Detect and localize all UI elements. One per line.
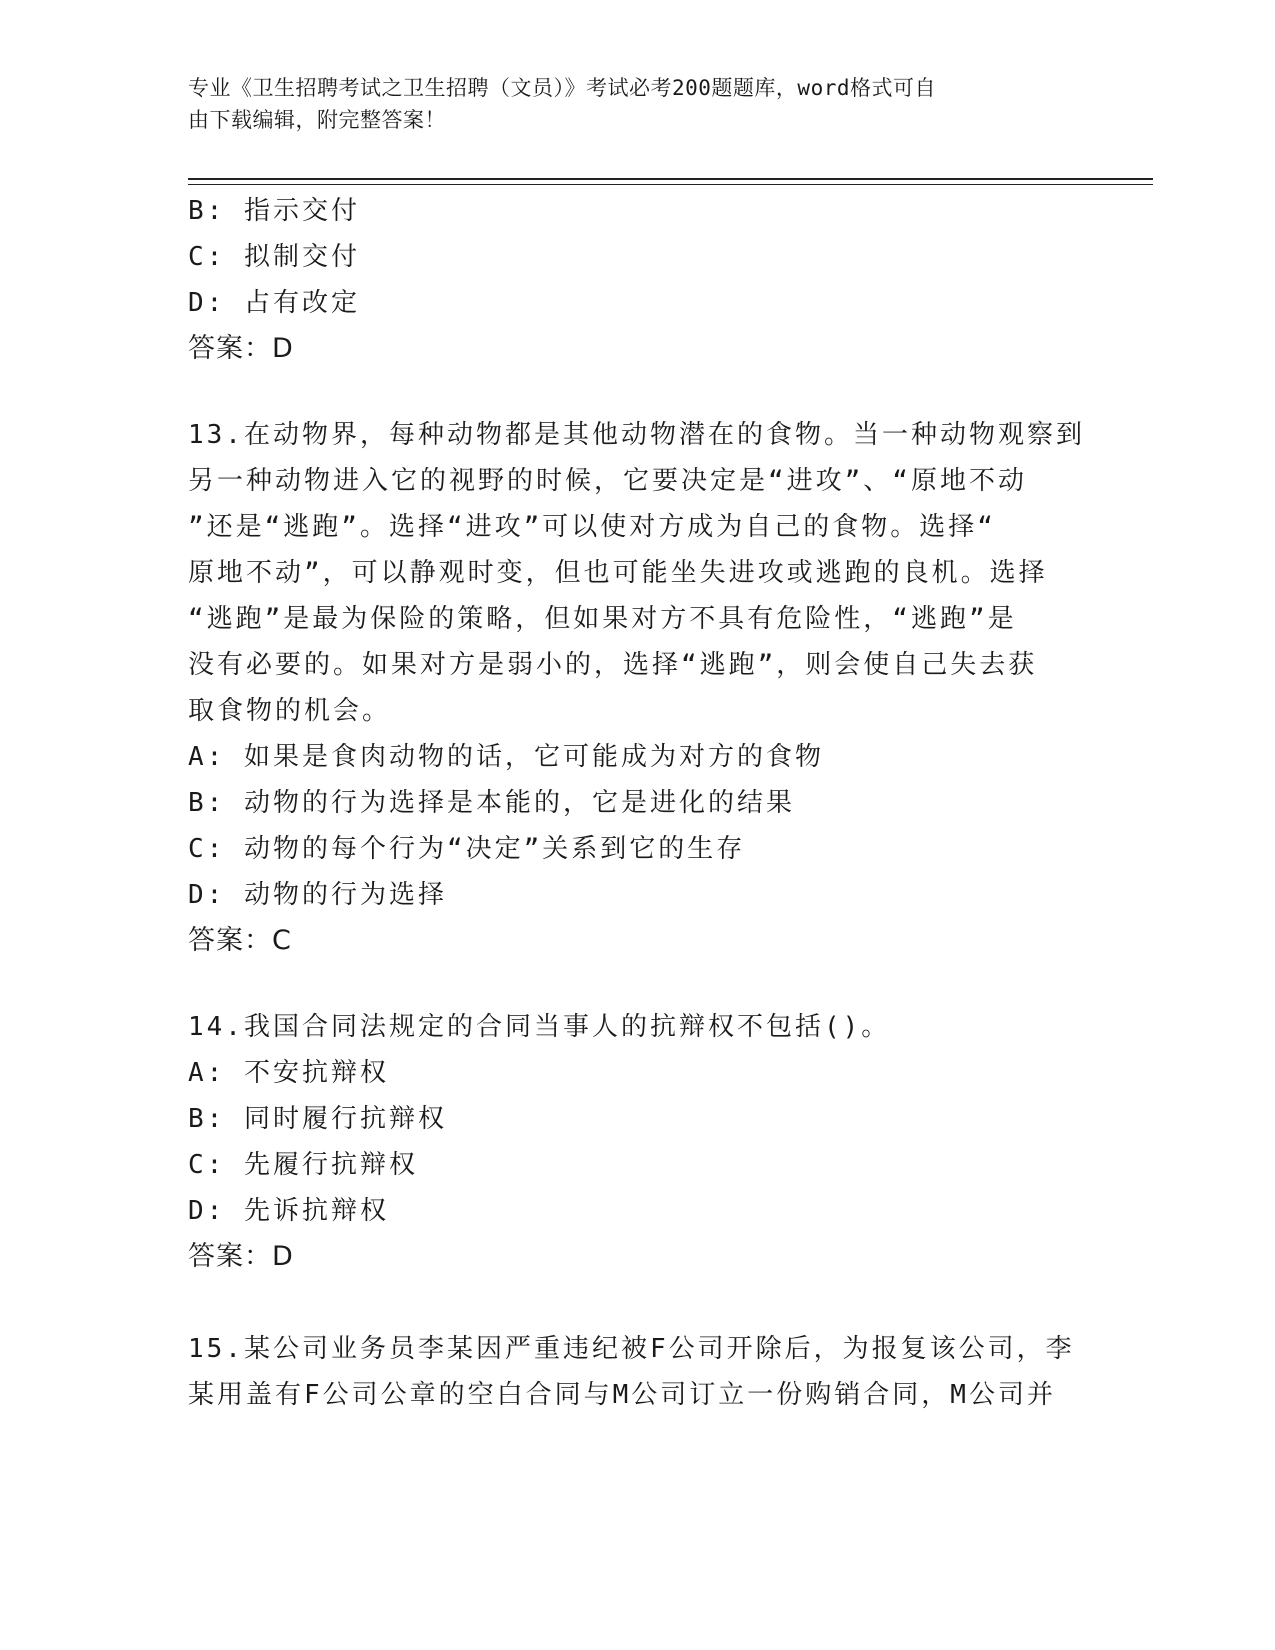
answer-line: 答案：D [188, 1241, 294, 1272]
question-15 [188, 1326, 1088, 1418]
option-c: C: 先履行抗辩权 [188, 1150, 418, 1180]
document-body [188, 188, 1088, 1418]
question-13 [188, 412, 1088, 964]
option-c: C: 拟制交付 [188, 242, 360, 272]
question-14 [188, 1004, 1088, 1280]
header-divider [188, 184, 1153, 185]
option-d: D: 占有改定 [188, 288, 360, 318]
question-text-line: 另一种动物进入它的视野的时候，它要决定是“进攻”、“原地不动 [188, 466, 1027, 496]
header-line: 专业《卫生招聘考试之卫生招聘（文员）》考试必考200题题库，word格式可自 [188, 76, 936, 100]
question-text-line: 13.在动物界，每种动物都是其他动物潜在的食物。当一种动物观察到 [188, 420, 1085, 450]
option-c: C: 动物的每个行为“决定”关系到它的生存 [188, 834, 746, 864]
option-d: D: 动物的行为选择 [188, 880, 447, 910]
question-text-line: “逃跑”是最为保险的策略，但如果对方不具有危险性，“逃跑”是 [188, 604, 1017, 634]
option-b: B: 动物的行为选择是本能的，它是进化的结果 [188, 788, 795, 818]
spacer [188, 1280, 1088, 1326]
question-text-line: 某用盖有F公司公章的空白合同与M公司订立一份购销合同，M公司并 [188, 1380, 1056, 1410]
option-b: B: 指示交付 [188, 196, 360, 226]
answer-line: 答案：D [188, 333, 294, 364]
answer-line: 答案：C [188, 925, 292, 956]
header-divider [188, 178, 1153, 180]
question-text-line: 没有必要的。如果对方是弱小的，选择“逃跑”，则会使自己失去获 [188, 650, 1038, 680]
document-header [188, 72, 1088, 136]
question-text-line: 原地不动”，可以静观时变，但也可能坐失进攻或逃跑的良机。选择 [188, 558, 1048, 588]
option-a: A: 不安抗辩权 [188, 1058, 389, 1088]
question-text-line: 15.某公司业务员李某因严重违纪被F公司开除后，为报复该公司，李 [188, 1334, 1075, 1364]
option-b: B: 同时履行抗辩权 [188, 1104, 447, 1134]
header-line: 由下载编辑，附完整答案！ [188, 108, 446, 132]
spacer [188, 372, 1088, 412]
option-a: A: 如果是食肉动物的话，它可能成为对方的食物 [188, 742, 824, 772]
question-text-line: ”还是“逃跑”。选择“进攻”可以使对方成为自己的食物。选择“ [188, 512, 996, 542]
spacer [188, 964, 1088, 1004]
question-text-line: 取食物的机会。 [188, 696, 392, 726]
question-text-line: 14.我国合同法规定的合同当事人的抗辩权不包括()。 [188, 1012, 891, 1042]
option-d: D: 先诉抗辩权 [188, 1196, 389, 1226]
question-12-tail [188, 188, 1088, 372]
